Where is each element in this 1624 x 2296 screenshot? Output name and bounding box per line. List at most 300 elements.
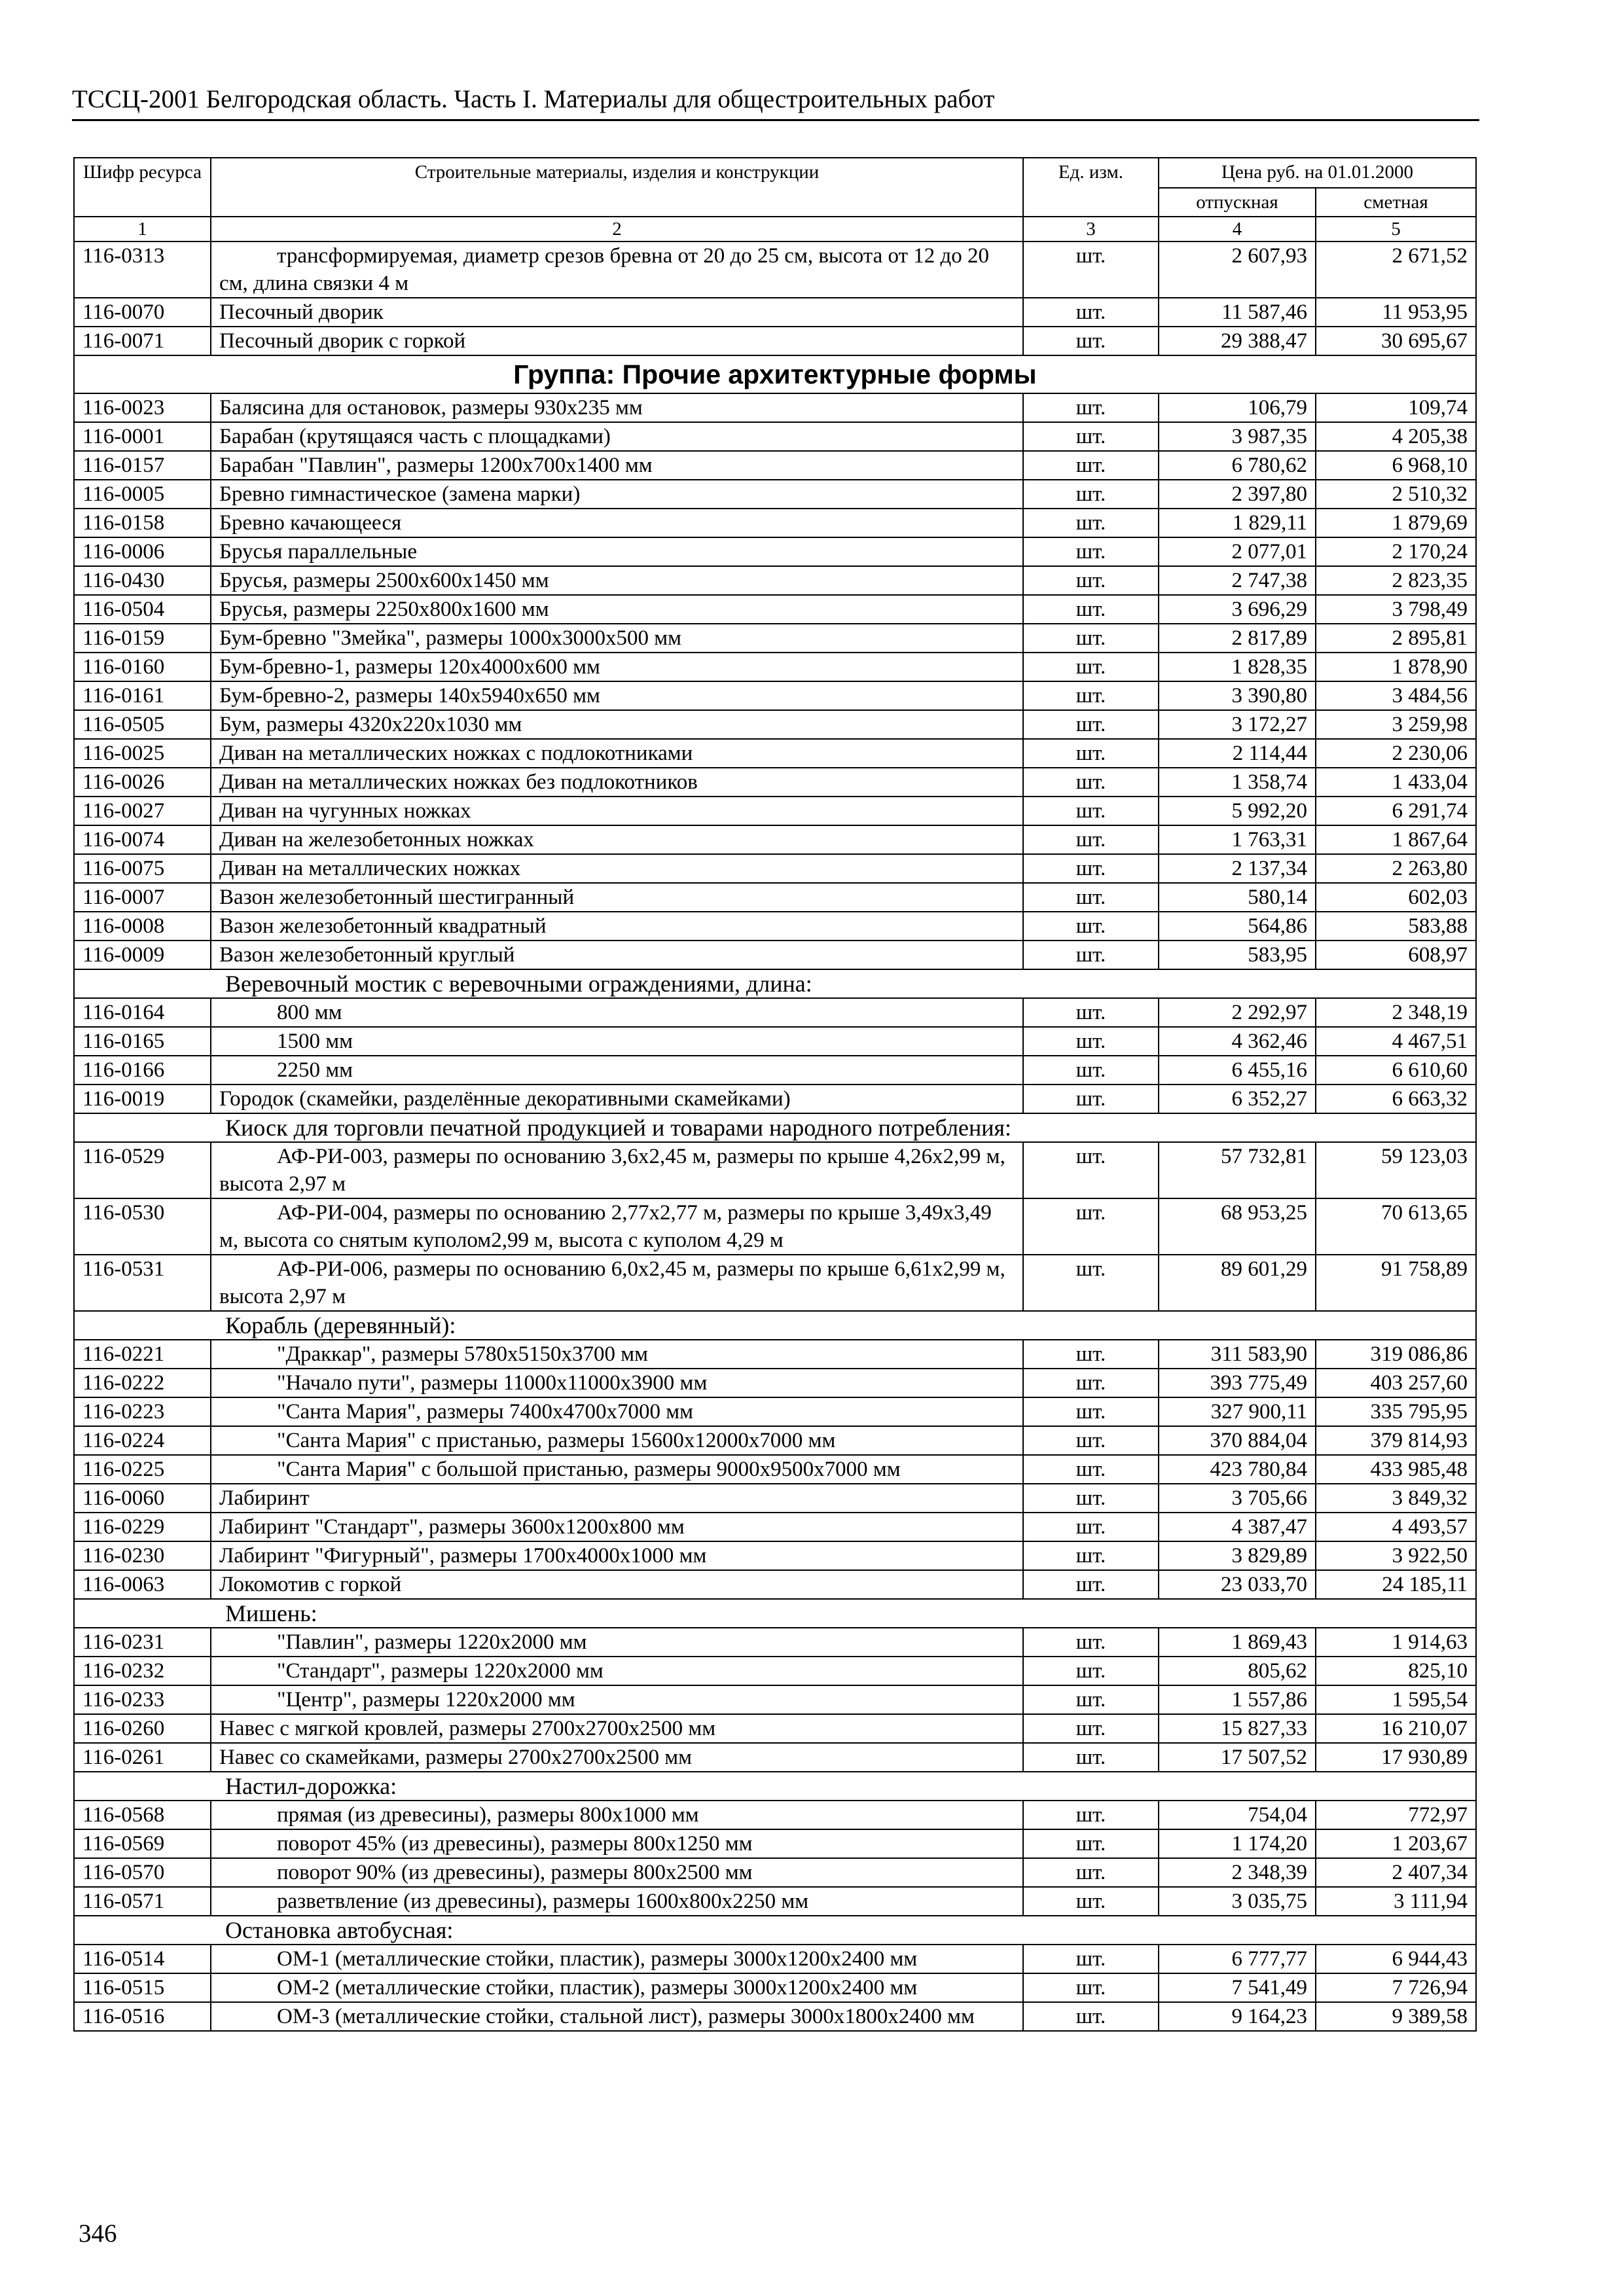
material-name: Бум-бревно-2, размеры 140x5940x650 мм	[211, 681, 1023, 710]
release-price: 68 953,25	[1159, 1198, 1316, 1255]
estimate-price: 9 389,58	[1316, 2002, 1476, 2031]
resource-code: 116-0164	[74, 998, 211, 1027]
material-name: Бум-бревно-1, размеры 120x4000x600 мм	[211, 653, 1023, 681]
unit-cell: шт.	[1023, 1858, 1159, 1887]
unit-cell: шт.	[1023, 480, 1159, 509]
header-name: Строительные материалы, изделия и конструкции	[211, 158, 1023, 217]
table-row	[74, 768, 1476, 797]
estimate-price: 16 210,07	[1316, 1714, 1476, 1743]
material-name: АФ-РИ-003, размеры по основанию 3,6x2,45 м, размеры по крыше 4,26x2,99 м, высота 2,97 м	[211, 1142, 1023, 1198]
unit-cell: шт.	[1023, 854, 1159, 883]
unit-cell: шт.	[1023, 1513, 1159, 1541]
release-price: 580,14	[1159, 883, 1316, 912]
group-heading	[74, 355, 1476, 393]
material-name: "Начало пути", размеры 11000x11000x3900 мм	[211, 1369, 1023, 1397]
material-name: Брусья, размеры 2250x800x1600 мм	[211, 595, 1023, 624]
estimate-price: 602,03	[1316, 883, 1476, 912]
release-price: 3 705,66	[1159, 1484, 1316, 1513]
resource-code: 116-0007	[74, 883, 211, 912]
release-price: 4 387,47	[1159, 1513, 1316, 1541]
material-name: Песочный дворик	[211, 298, 1023, 327]
estimate-price: 91 758,89	[1316, 1255, 1476, 1311]
unit-cell: шт.	[1023, 1973, 1159, 2002]
table-row	[74, 941, 1476, 969]
estimate-price: 6 291,74	[1316, 797, 1476, 825]
release-price: 29 388,47	[1159, 327, 1316, 355]
resource-code: 116-0568	[74, 1801, 211, 1829]
unit-cell: шт.	[1023, 2002, 1159, 2031]
section-heading	[74, 1916, 1476, 1945]
table-row	[74, 537, 1476, 566]
unit-cell: шт.	[1023, 941, 1159, 969]
material-name: разветвление (из древесины), размеры 1600x800x2250 мм	[211, 1887, 1023, 1916]
unit-cell: шт.	[1023, 768, 1159, 797]
estimate-price: 608,97	[1316, 941, 1476, 969]
table-row	[74, 1541, 1476, 1570]
release-price: 3 987,35	[1159, 422, 1316, 451]
material-name: Лабиринт "Стандарт", размеры 3600x1200x800 мм	[211, 1513, 1023, 1541]
release-price: 9 164,23	[1159, 2002, 1316, 2031]
release-price: 11 587,46	[1159, 298, 1316, 327]
estimate-price: 109,74	[1316, 393, 1476, 422]
release-price: 2 397,80	[1159, 480, 1316, 509]
table-row	[74, 1397, 1476, 1426]
resource-code: 116-0224	[74, 1426, 211, 1455]
release-price: 393 775,49	[1159, 1369, 1316, 1397]
table-row	[74, 624, 1476, 653]
estimate-price: 335 795,95	[1316, 1397, 1476, 1426]
resource-code: 116-0225	[74, 1455, 211, 1484]
release-price: 370 884,04	[1159, 1426, 1316, 1455]
material-name: Вазон железобетонный круглый	[211, 941, 1023, 969]
resource-code: 116-0008	[74, 912, 211, 941]
material-name: поворот 45% (из древесины), размеры 800x1250 мм	[211, 1829, 1023, 1858]
unit-cell: шт.	[1023, 422, 1159, 451]
estimate-price: 2 671,52	[1316, 242, 1476, 298]
section-heading-title: Киоск для торговли печатной продукцией и товарами народного потребления:	[74, 1113, 1476, 1142]
estimate-price: 1 914,63	[1316, 1628, 1476, 1657]
table-row	[74, 1657, 1476, 1685]
release-price: 2 607,93	[1159, 242, 1316, 298]
estimate-price: 2 170,24	[1316, 537, 1476, 566]
unit-cell: шт.	[1023, 242, 1159, 298]
page-number: 346	[79, 2219, 117, 2248]
table-row	[74, 739, 1476, 768]
table-row	[74, 1455, 1476, 1484]
table-row	[74, 1743, 1476, 1772]
release-price: 583,95	[1159, 941, 1316, 969]
material-name: "Санта Мария", размеры 7400x4700x7000 мм	[211, 1397, 1023, 1426]
resource-code: 116-0027	[74, 797, 211, 825]
table-row	[74, 1056, 1476, 1085]
table-row	[74, 883, 1476, 912]
material-name: Барабан "Павлин", размеры 1200x700x1400 мм	[211, 451, 1023, 480]
estimate-price: 2 263,80	[1316, 854, 1476, 883]
material-name: Диван на металлических ножках без подлокотников	[211, 768, 1023, 797]
table-header	[74, 158, 1476, 242]
release-price: 3 390,80	[1159, 681, 1316, 710]
resource-code: 116-0075	[74, 854, 211, 883]
resource-code: 116-0504	[74, 595, 211, 624]
release-price: 15 827,33	[1159, 1714, 1316, 1743]
unit-cell: шт.	[1023, 1255, 1159, 1311]
table-row	[74, 242, 1476, 298]
table-row	[74, 1858, 1476, 1887]
estimate-price: 24 185,11	[1316, 1570, 1476, 1599]
resource-code: 116-0165	[74, 1027, 211, 1056]
estimate-price: 403 257,60	[1316, 1369, 1476, 1397]
resource-code: 116-0025	[74, 739, 211, 768]
resource-code: 116-0074	[74, 825, 211, 854]
release-price: 3 696,29	[1159, 595, 1316, 624]
release-price: 2 114,44	[1159, 739, 1316, 768]
resource-code: 116-0222	[74, 1369, 211, 1397]
column-number: 1	[74, 217, 211, 242]
release-price: 2 137,34	[1159, 854, 1316, 883]
table-row	[74, 509, 1476, 537]
material-name: Вазон железобетонный шестигранный	[211, 883, 1023, 912]
unit-cell: шт.	[1023, 1198, 1159, 1255]
unit-cell: шт.	[1023, 1657, 1159, 1685]
resource-code: 116-0009	[74, 941, 211, 969]
estimate-price: 7 726,94	[1316, 1973, 1476, 2002]
resource-code: 116-0230	[74, 1541, 211, 1570]
unit-cell: шт.	[1023, 1714, 1159, 1743]
material-name: прямая (из древесины), размеры 800x1000 мм	[211, 1801, 1023, 1829]
release-price: 6 455,16	[1159, 1056, 1316, 1085]
resource-code: 116-0516	[74, 2002, 211, 2031]
estimate-price: 6 944,43	[1316, 1945, 1476, 1973]
material-name: Диван на металлических ножках с подлокотниками	[211, 739, 1023, 768]
section-heading	[74, 1311, 1476, 1340]
material-name: Лабиринт	[211, 1484, 1023, 1513]
estimate-price: 2 230,06	[1316, 739, 1476, 768]
estimate-price: 3 259,98	[1316, 710, 1476, 739]
column-number: 4	[1159, 217, 1316, 242]
material-name: "Санта Мария" с большой пристанью, размеры 9000x9500x7000 мм	[211, 1455, 1023, 1484]
release-price: 805,62	[1159, 1657, 1316, 1685]
table-row	[74, 1085, 1476, 1113]
release-price: 1 869,43	[1159, 1628, 1316, 1657]
material-name: 800 мм	[211, 998, 1023, 1027]
release-price: 2 077,01	[1159, 537, 1316, 566]
material-name: Брусья параллельные	[211, 537, 1023, 566]
resource-code: 116-0159	[74, 624, 211, 653]
material-name: 1500 мм	[211, 1027, 1023, 1056]
resource-code: 116-0229	[74, 1513, 211, 1541]
release-price: 2 348,39	[1159, 1858, 1316, 1887]
resource-code: 116-0570	[74, 1858, 211, 1887]
material-name: Брусья, размеры 2500x600x1450 мм	[211, 566, 1023, 595]
estimate-price: 1 203,67	[1316, 1829, 1476, 1858]
unit-cell: шт.	[1023, 998, 1159, 1027]
release-price: 754,04	[1159, 1801, 1316, 1829]
unit-cell: шт.	[1023, 1426, 1159, 1455]
resource-code: 116-0261	[74, 1743, 211, 1772]
unit-cell: шт.	[1023, 1945, 1159, 1973]
unit-cell: шт.	[1023, 739, 1159, 768]
material-name: АФ-РИ-004, размеры по основанию 2,77x2,77 м, размеры по крыше 3,49x3,49 м, высота со снятым куполом2,99 м, высота с куполом 4,29 м	[211, 1198, 1023, 1255]
table-row	[74, 797, 1476, 825]
table-row	[74, 1198, 1476, 1255]
estimate-price: 6 610,60	[1316, 1056, 1476, 1085]
material-name: 2250 мм	[211, 1056, 1023, 1085]
material-name: Диван на железобетонных ножках	[211, 825, 1023, 854]
material-name: Балясина для остановок, размеры 930x235 мм	[211, 393, 1023, 422]
resource-code: 116-0313	[74, 242, 211, 298]
unit-cell: шт.	[1023, 537, 1159, 566]
resource-code: 116-0070	[74, 298, 211, 327]
unit-cell: шт.	[1023, 710, 1159, 739]
estimate-price: 319 086,86	[1316, 1340, 1476, 1369]
resource-code: 116-0005	[74, 480, 211, 509]
table-row	[74, 854, 1476, 883]
section-heading-title: Корабль (деревянный):	[74, 1311, 1476, 1340]
unit-cell: шт.	[1023, 298, 1159, 327]
table-row	[74, 1628, 1476, 1657]
estimate-price: 3 111,94	[1316, 1887, 1476, 1916]
unit-cell: шт.	[1023, 883, 1159, 912]
release-price: 311 583,90	[1159, 1340, 1316, 1369]
release-price: 1 763,31	[1159, 825, 1316, 854]
release-price: 1 174,20	[1159, 1829, 1316, 1858]
estimate-price: 2 510,32	[1316, 480, 1476, 509]
table-row	[74, 1340, 1476, 1369]
material-name: Навес с мягкой кровлей, размеры 2700x2700x2500 мм	[211, 1714, 1023, 1743]
header-release: отпускная	[1159, 188, 1316, 217]
material-name: "Центр", размеры 1220x2000 мм	[211, 1685, 1023, 1714]
resource-code: 116-0232	[74, 1657, 211, 1685]
unit-cell: шт.	[1023, 1484, 1159, 1513]
material-name: "Драккар", размеры 5780x5150x3700 мм	[211, 1340, 1023, 1369]
price-table	[73, 157, 1477, 2032]
resource-code: 116-0514	[74, 1945, 211, 1973]
table-row	[74, 1027, 1476, 1056]
release-price: 17 507,52	[1159, 1743, 1316, 1772]
resource-code: 116-0001	[74, 422, 211, 451]
table-row	[74, 1513, 1476, 1541]
resource-code: 116-0019	[74, 1085, 211, 1113]
resource-code: 116-0529	[74, 1142, 211, 1198]
resource-code: 116-0060	[74, 1484, 211, 1513]
material-name: Вазон железобетонный квадратный	[211, 912, 1023, 941]
material-name: Бревно качающееся	[211, 509, 1023, 537]
material-name: Бум, размеры 4320x220x1030 мм	[211, 710, 1023, 739]
estimate-price: 1 595,54	[1316, 1685, 1476, 1714]
material-name: Навес со скамейками, размеры 2700x2700x2500 мм	[211, 1743, 1023, 1772]
unit-cell: шт.	[1023, 1142, 1159, 1198]
material-name: ОМ-2 (металлические стойки, пластик), размеры 3000x1200x2400 мм	[211, 1973, 1023, 2002]
resource-code: 116-0505	[74, 710, 211, 739]
table-row	[74, 1426, 1476, 1455]
resource-code: 116-0158	[74, 509, 211, 537]
estimate-price: 1 867,64	[1316, 825, 1476, 854]
unit-cell: шт.	[1023, 1570, 1159, 1599]
table-row	[74, 1973, 1476, 2002]
section-heading	[74, 1599, 1476, 1628]
release-price: 2 747,38	[1159, 566, 1316, 595]
resource-code: 116-0571	[74, 1887, 211, 1916]
header-price: Цена руб. на 01.01.2000	[1159, 158, 1476, 188]
estimate-price: 30 695,67	[1316, 327, 1476, 355]
release-price: 89 601,29	[1159, 1255, 1316, 1311]
unit-cell: шт.	[1023, 451, 1159, 480]
release-price: 4 362,46	[1159, 1027, 1316, 1056]
resource-code: 116-0233	[74, 1685, 211, 1714]
material-name: поворот 90% (из древесины), размеры 800x2500 мм	[211, 1858, 1023, 1887]
unit-cell: шт.	[1023, 566, 1159, 595]
estimate-price: 583,88	[1316, 912, 1476, 941]
table-row	[74, 710, 1476, 739]
resource-code: 116-0166	[74, 1056, 211, 1085]
table-row	[74, 825, 1476, 854]
table-row	[74, 451, 1476, 480]
material-name: ОМ-3 (металлические стойки, стальной лист), размеры 3000x1800x2400 мм	[211, 2002, 1023, 2031]
table-row	[74, 298, 1476, 327]
release-price: 6 780,62	[1159, 451, 1316, 480]
resource-code: 116-0223	[74, 1397, 211, 1426]
estimate-price: 70 613,65	[1316, 1198, 1476, 1255]
unit-cell: шт.	[1023, 1085, 1159, 1113]
resource-code: 116-0531	[74, 1255, 211, 1311]
release-price: 564,86	[1159, 912, 1316, 941]
material-name: ОМ-1 (металлические стойки, пластик), размеры 3000x1200x2400 мм	[211, 1945, 1023, 1973]
material-name: Локомотив с горкой	[211, 1570, 1023, 1599]
release-price: 106,79	[1159, 393, 1316, 422]
table-row	[74, 393, 1476, 422]
material-name: Диван на металлических ножках	[211, 854, 1023, 883]
release-price: 5 992,20	[1159, 797, 1316, 825]
unit-cell: шт.	[1023, 1829, 1159, 1858]
material-name: Бревно гимнастическое (замена марки)	[211, 480, 1023, 509]
estimate-price: 4 467,51	[1316, 1027, 1476, 1056]
material-name: трансформируемая, диаметр срезов бревна от 20 до 25 см, высота от 12 до 20 см, длина связки 4 м	[211, 242, 1023, 298]
unit-cell: шт.	[1023, 912, 1159, 941]
section-heading-title: Веревочный мостик с веревочными ограждениями, длина:	[74, 969, 1476, 998]
estimate-price: 6 968,10	[1316, 451, 1476, 480]
section-heading	[74, 1113, 1476, 1142]
section-heading-title: Мишень:	[74, 1599, 1476, 1628]
table-body	[74, 242, 1476, 2031]
table-row	[74, 1887, 1476, 1916]
table-row	[74, 2002, 1476, 2031]
unit-cell: шт.	[1023, 1541, 1159, 1570]
unit-cell: шт.	[1023, 1887, 1159, 1916]
section-heading	[74, 1772, 1476, 1801]
section-heading-title: Настил-дорожка:	[74, 1772, 1476, 1801]
estimate-price: 11 953,95	[1316, 298, 1476, 327]
release-price: 7 541,49	[1159, 1973, 1316, 2002]
release-price: 2 817,89	[1159, 624, 1316, 653]
material-name: АФ-РИ-006, размеры по основанию 6,0x2,45 м, размеры по крыше 6,61x2,99 м, высота 2,97 м	[211, 1255, 1023, 1311]
unit-cell: шт.	[1023, 1397, 1159, 1426]
unit-cell: шт.	[1023, 509, 1159, 537]
estimate-price: 4 493,57	[1316, 1513, 1476, 1541]
unit-cell: шт.	[1023, 1685, 1159, 1714]
resource-code: 116-0515	[74, 1973, 211, 2002]
resource-code: 116-0160	[74, 653, 211, 681]
table-row	[74, 1255, 1476, 1311]
material-name: "Павлин", размеры 1220x2000 мм	[211, 1628, 1023, 1657]
unit-cell: шт.	[1023, 1801, 1159, 1829]
material-name: Лабиринт "Фигурный", размеры 1700x4000x1000 мм	[211, 1541, 1023, 1570]
estimate-price: 3 922,50	[1316, 1541, 1476, 1570]
table-row	[74, 422, 1476, 451]
header-numbers	[74, 217, 1476, 242]
unit-cell: шт.	[1023, 1369, 1159, 1397]
section-heading-title: Остановка автобусная:	[74, 1916, 1476, 1945]
resource-code: 116-0026	[74, 768, 211, 797]
estimate-price: 772,97	[1316, 1801, 1476, 1829]
table-row	[74, 480, 1476, 509]
unit-cell: шт.	[1023, 624, 1159, 653]
release-price: 6 352,27	[1159, 1085, 1316, 1113]
unit-cell: шт.	[1023, 1340, 1159, 1369]
estimate-price: 2 823,35	[1316, 566, 1476, 595]
header-estimate: сметная	[1316, 188, 1476, 217]
column-number: 3	[1023, 217, 1159, 242]
estimate-price: 1 878,90	[1316, 653, 1476, 681]
table-row	[74, 1484, 1476, 1513]
table-row	[74, 998, 1476, 1027]
resource-code: 116-0231	[74, 1628, 211, 1657]
unit-cell: шт.	[1023, 393, 1159, 422]
estimate-price: 2 407,34	[1316, 1858, 1476, 1887]
release-price: 2 292,97	[1159, 998, 1316, 1027]
resource-code: 116-0430	[74, 566, 211, 595]
unit-cell: шт.	[1023, 327, 1159, 355]
unit-cell: шт.	[1023, 595, 1159, 624]
header-rule	[72, 119, 1479, 121]
resource-code: 116-0157	[74, 451, 211, 480]
estimate-price: 379 814,93	[1316, 1426, 1476, 1455]
estimate-price: 1 879,69	[1316, 509, 1476, 537]
release-price: 1 829,11	[1159, 509, 1316, 537]
table-row	[74, 681, 1476, 710]
estimate-price: 4 205,38	[1316, 422, 1476, 451]
header-code: Шифр ресурса	[74, 158, 211, 217]
resource-code: 116-0530	[74, 1198, 211, 1255]
section-heading	[74, 969, 1476, 998]
estimate-price: 433 985,48	[1316, 1455, 1476, 1484]
release-price: 423 780,84	[1159, 1455, 1316, 1484]
release-price: 1 557,86	[1159, 1685, 1316, 1714]
estimate-price: 825,10	[1316, 1657, 1476, 1685]
release-price: 23 033,70	[1159, 1570, 1316, 1599]
header-unit: Ед. изм.	[1023, 158, 1159, 217]
resource-code: 116-0221	[74, 1340, 211, 1369]
unit-cell: шт.	[1023, 1743, 1159, 1772]
resource-code: 116-0006	[74, 537, 211, 566]
resource-code: 116-0023	[74, 393, 211, 422]
release-price: 327 900,11	[1159, 1397, 1316, 1426]
estimate-price: 3 849,32	[1316, 1484, 1476, 1513]
unit-cell: шт.	[1023, 797, 1159, 825]
release-price: 1 828,35	[1159, 653, 1316, 681]
table-row	[74, 1945, 1476, 1973]
estimate-price: 59 123,03	[1316, 1142, 1476, 1198]
table-row	[74, 1801, 1476, 1829]
table-row	[74, 566, 1476, 595]
table-row	[74, 1829, 1476, 1858]
material-name: "Санта Мария" с пристанью, размеры 15600x12000x7000 мм	[211, 1426, 1023, 1455]
table-row	[74, 1714, 1476, 1743]
unit-cell: шт.	[1023, 653, 1159, 681]
material-name: "Стандарт", размеры 1220x2000 мм	[211, 1657, 1023, 1685]
resource-code: 116-0569	[74, 1829, 211, 1858]
release-price: 3 035,75	[1159, 1887, 1316, 1916]
group-heading-title: Группа: Прочие архитектурные формы	[74, 355, 1476, 393]
